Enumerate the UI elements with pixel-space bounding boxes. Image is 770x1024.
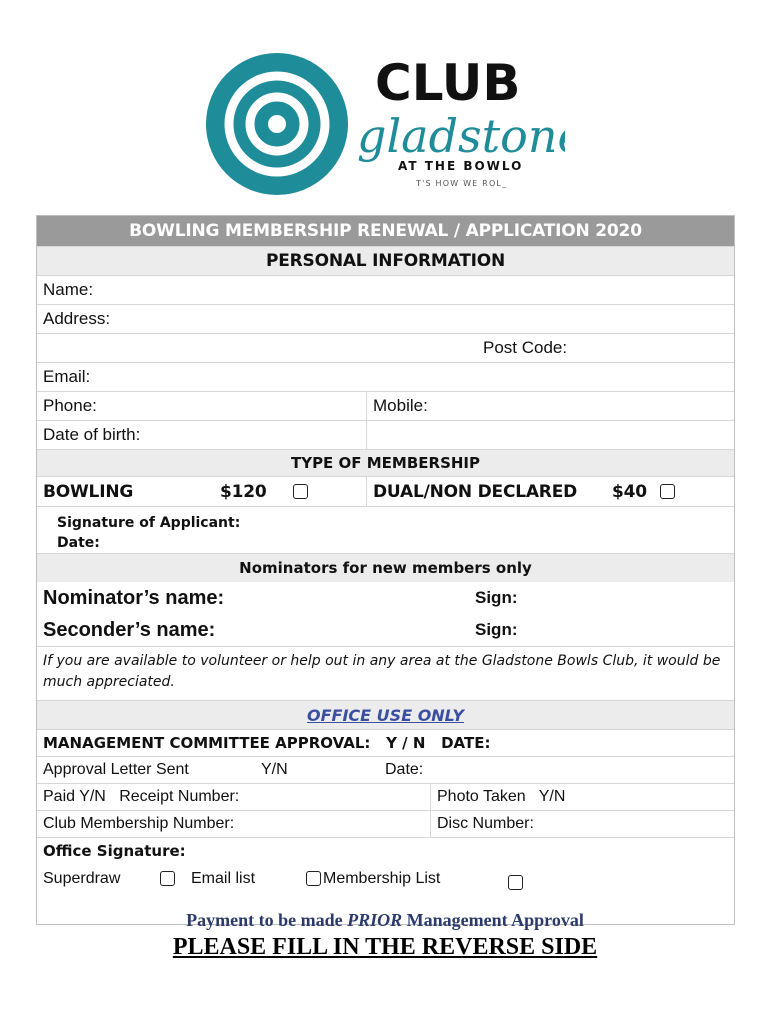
club-membership-label: Club Membership Number: [43, 815, 235, 832]
name-label: Name: [43, 280, 94, 299]
phone-label: Phone: [43, 396, 97, 415]
logo-club-text: CLUB [375, 54, 521, 112]
logo-sub-text: AT THE BOWLO [398, 159, 524, 173]
form-title-row [37, 216, 734, 246]
dual-price: $40 [612, 481, 647, 502]
postcode-label: Post Code: [483, 338, 568, 357]
committee-approval-row [37, 729, 734, 756]
bowling-checkbox[interactable] [293, 484, 308, 499]
superdraw-label: Superdraw [43, 869, 121, 887]
signature-label: Signature of Applicant: [57, 515, 241, 531]
paid-row[interactable] [37, 783, 734, 810]
approval-letter-row[interactable] [37, 756, 734, 783]
signature-row[interactable] [37, 506, 734, 553]
dual-checkbox-cell[interactable] [654, 477, 675, 506]
reverse-side-note: PLEASE FILL IN THE REVERSE SIDE [172, 934, 598, 960]
email-label: Email: [43, 367, 91, 386]
logo-name-text: gladstone [357, 109, 565, 163]
seconder-label: Seconder’s name: [43, 618, 216, 641]
address-row[interactable] [37, 304, 734, 333]
membership-options-row [37, 476, 734, 506]
club-membership-row[interactable] [37, 810, 734, 837]
membership-list-checkbox[interactable] [508, 875, 523, 890]
dob-label: Date of birth: [43, 425, 141, 444]
club-logo-graphic [205, 52, 565, 202]
club-logo [205, 52, 565, 202]
office-signature-row[interactable] [37, 837, 734, 864]
nominator-sign-label: Sign: [475, 588, 518, 607]
mobile-label: Mobile: [373, 396, 428, 415]
membership-list-checkbox-cell[interactable] [502, 868, 523, 897]
bowling-price: $120 [220, 481, 267, 502]
seconder-sign-label: Sign: [475, 620, 518, 639]
membership-form [36, 215, 735, 925]
payment-note-pre: Payment to be made [186, 910, 348, 930]
office-use-title: OFFICE USE ONLY [307, 705, 464, 725]
approval-letter-label: Approval Letter Sent [43, 761, 189, 778]
form-title: BOWLING MEMBERSHIP RENEWAL / APPLICATION 2020 [129, 221, 642, 241]
name-row[interactable] [37, 275, 734, 304]
address-label: Address: [43, 309, 111, 328]
signature-block [51, 507, 240, 553]
nominators-title: Nominators for new members only [239, 559, 532, 577]
approval-letter-date: Date: [385, 761, 424, 778]
dob-divider [366, 421, 367, 449]
payment-note-post: Management Approval [402, 910, 584, 930]
nominator-label: Nominator’s name: [43, 586, 225, 609]
personal-info-title: PERSONAL INFORMATION [265, 251, 506, 271]
signature-date-label: Date: [57, 535, 100, 551]
office-use-header [37, 700, 734, 729]
nominator-row[interactable] [37, 582, 734, 614]
photo-taken-label: Photo Taken Y/N [437, 788, 566, 805]
nominators-header [37, 553, 734, 582]
dual-checkbox[interactable] [660, 484, 675, 499]
logo-tagline-text: T'S HOW WE ROL_ [416, 179, 508, 188]
bowling-label: BOWLING [43, 481, 134, 502]
volunteer-note: If you are available to volunteer or help out in any area at the Gladstone Bowls Club, it would be much appreciated. [43, 653, 721, 690]
seconder-row[interactable] [37, 614, 734, 646]
disc-number-label: Disc Number: [437, 815, 534, 832]
personal-info-header [37, 246, 734, 275]
payment-note [0, 910, 770, 931]
email-list-label: Email list [191, 869, 256, 887]
committee-approval-label: MANAGEMENT COMMITTEE APPROVAL: Y / N DATE: [43, 734, 491, 752]
approval-letter-yn: Y/N [261, 761, 288, 778]
volunteer-note-row [37, 646, 734, 700]
membership-list-label: Membership List [323, 869, 441, 887]
phone-row[interactable] [37, 391, 734, 420]
superdraw-checkbox-cell[interactable] [154, 864, 175, 893]
membership-type-header [37, 449, 734, 476]
dob-row[interactable] [37, 420, 734, 449]
membership-type-title: TYPE OF MEMBERSHIP [290, 454, 481, 472]
superdraw-checkbox[interactable] [160, 871, 175, 886]
paid-label: Paid Y/N Receipt Number: [43, 788, 240, 805]
payment-note-prior: PRIOR [347, 910, 403, 930]
email-row[interactable] [37, 362, 734, 391]
office-signature-label: Office Signature: [43, 842, 186, 860]
dual-label: DUAL/NON DECLARED [373, 481, 578, 502]
postcode-row[interactable] [37, 333, 734, 362]
bowling-checkbox-cell[interactable] [287, 477, 308, 506]
